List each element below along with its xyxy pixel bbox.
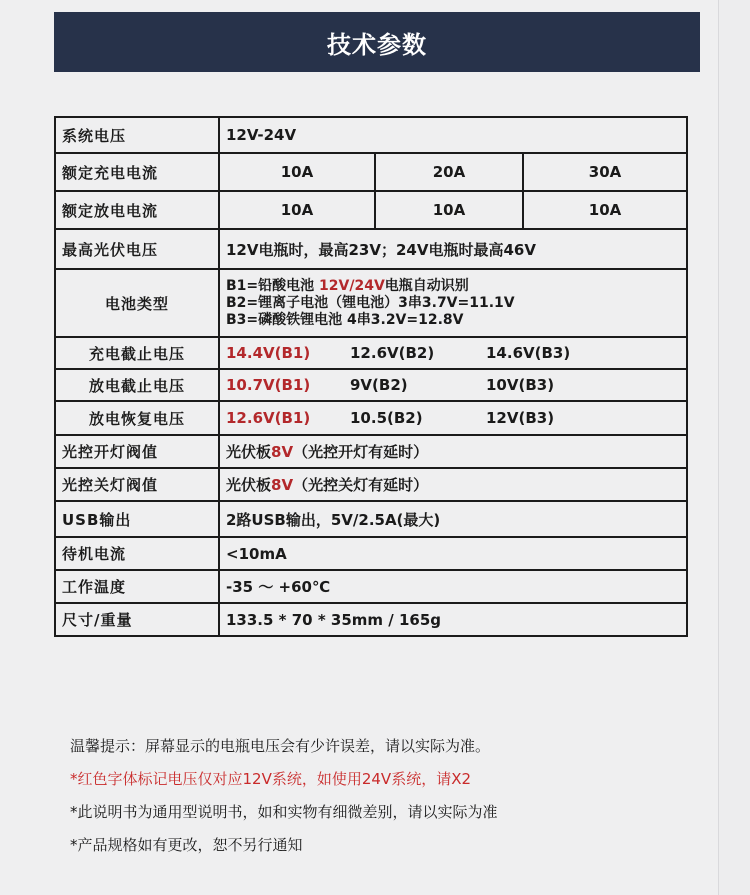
- row-value: [219, 468, 687, 501]
- manual-note: *此说明书为通用型说明书，如和实物有细微差别，请以实际为准: [70, 803, 498, 821]
- b2-value: 9V(B2): [350, 376, 408, 394]
- row-label: 放电恢复电压: [55, 401, 219, 435]
- row-label: 待机电流: [55, 537, 219, 570]
- row-value: [219, 337, 687, 369]
- row-label: 光控关灯阀值: [55, 468, 219, 501]
- table-row: [55, 401, 687, 435]
- table-row: [55, 269, 687, 337]
- b1-value: 14.4V(B1): [226, 344, 311, 362]
- b2-value: 12.6V(B2): [350, 344, 435, 362]
- light-on-threshold: 8V: [271, 443, 294, 461]
- table-row: [55, 337, 687, 369]
- row-value: 12V电瓶时，最高23V；24V电瓶时最高46V: [219, 229, 687, 269]
- b3-value: 14.6V(B3): [486, 344, 571, 362]
- table-row: [55, 435, 687, 468]
- tip-note: 温馨提示：屏幕显示的电瓶电压会有少许误差，请以实际为准。: [70, 737, 491, 755]
- row-label: 系统电压: [55, 117, 219, 153]
- light-off-prefix: 光伏板: [226, 476, 272, 494]
- spec-change-note: *产品规格如有更改，恕不另行通知: [70, 836, 303, 854]
- row-label: 放电截止电压: [55, 369, 219, 401]
- row-label: 工作温度: [55, 570, 219, 603]
- light-on-prefix: 光伏板: [226, 443, 272, 461]
- b1-value: 10.7V(B1): [226, 376, 311, 394]
- row-value: [219, 401, 687, 435]
- row-label: 额定放电电流: [55, 191, 219, 229]
- battery-b1-text: B1=铅酸电池: [226, 277, 320, 294]
- notes: [70, 730, 498, 862]
- light-off-suffix: （光控关灯有延时）: [293, 476, 429, 494]
- b3-value: 12V(B3): [486, 409, 555, 427]
- row-label: 尺寸/重量: [55, 603, 219, 636]
- row-value: 133.5 * 70 * 35mm / 165g: [219, 603, 687, 636]
- row-value: 20A: [375, 153, 523, 191]
- row-value: 10A: [523, 191, 687, 229]
- battery-line-1: [226, 278, 680, 295]
- row-label: 光控开灯阀值: [55, 435, 219, 468]
- light-on-suffix: （光控开灯有延时）: [293, 443, 429, 461]
- battery-type-value: [219, 269, 687, 337]
- table-row: [55, 117, 687, 153]
- page-title: 技术参数: [327, 30, 427, 59]
- table-row: [55, 468, 687, 501]
- b1-value: 12.6V(B1): [226, 409, 311, 427]
- battery-b1-red-text: 12V/24V: [319, 277, 385, 294]
- battery-line-3: B3=磷酸铁锂电池 4串3.2V=12.8V: [226, 311, 464, 328]
- table-row: [55, 570, 687, 603]
- row-value: -35 ～ +60℃: [219, 570, 687, 603]
- row-value: 10A: [219, 153, 375, 191]
- light-off-threshold: 8V: [271, 476, 294, 494]
- table-row: [55, 191, 687, 229]
- spec-table: [54, 116, 688, 637]
- table-row: [55, 153, 687, 191]
- row-value: 10A: [375, 191, 523, 229]
- table-row: [55, 369, 687, 401]
- battery-line-2: B2=锂离子电池（锂电池）3串3.7V=11.1V: [226, 294, 515, 311]
- table-row: [55, 229, 687, 269]
- title-banner: [54, 12, 700, 72]
- row-label: USB输出: [55, 501, 219, 537]
- table-row: [55, 537, 687, 570]
- row-value: [219, 369, 687, 401]
- b2-value: 10.5(B2): [350, 409, 423, 427]
- row-label: 电池类型: [55, 269, 219, 337]
- row-label: 额定充电电流: [55, 153, 219, 191]
- b3-value: 10V(B3): [486, 376, 555, 394]
- row-label: 最高光伏电压: [55, 229, 219, 269]
- table-row: [55, 501, 687, 537]
- row-value: 10A: [219, 191, 375, 229]
- table-row: [55, 603, 687, 636]
- row-value: <10mA: [219, 537, 687, 570]
- red-font-note: *红色字体标记电压仅对应12V系统，如使用24V系统，请X2: [70, 770, 472, 788]
- row-value: 30A: [523, 153, 687, 191]
- row-value: 2路USB输出，5V/2.5A(最大): [219, 501, 687, 537]
- row-value: [219, 435, 687, 468]
- row-value: 12V-24V: [219, 117, 687, 153]
- battery-b1-suffix: 电瓶自动识别: [384, 277, 469, 294]
- row-label: 充电截止电压: [55, 337, 219, 369]
